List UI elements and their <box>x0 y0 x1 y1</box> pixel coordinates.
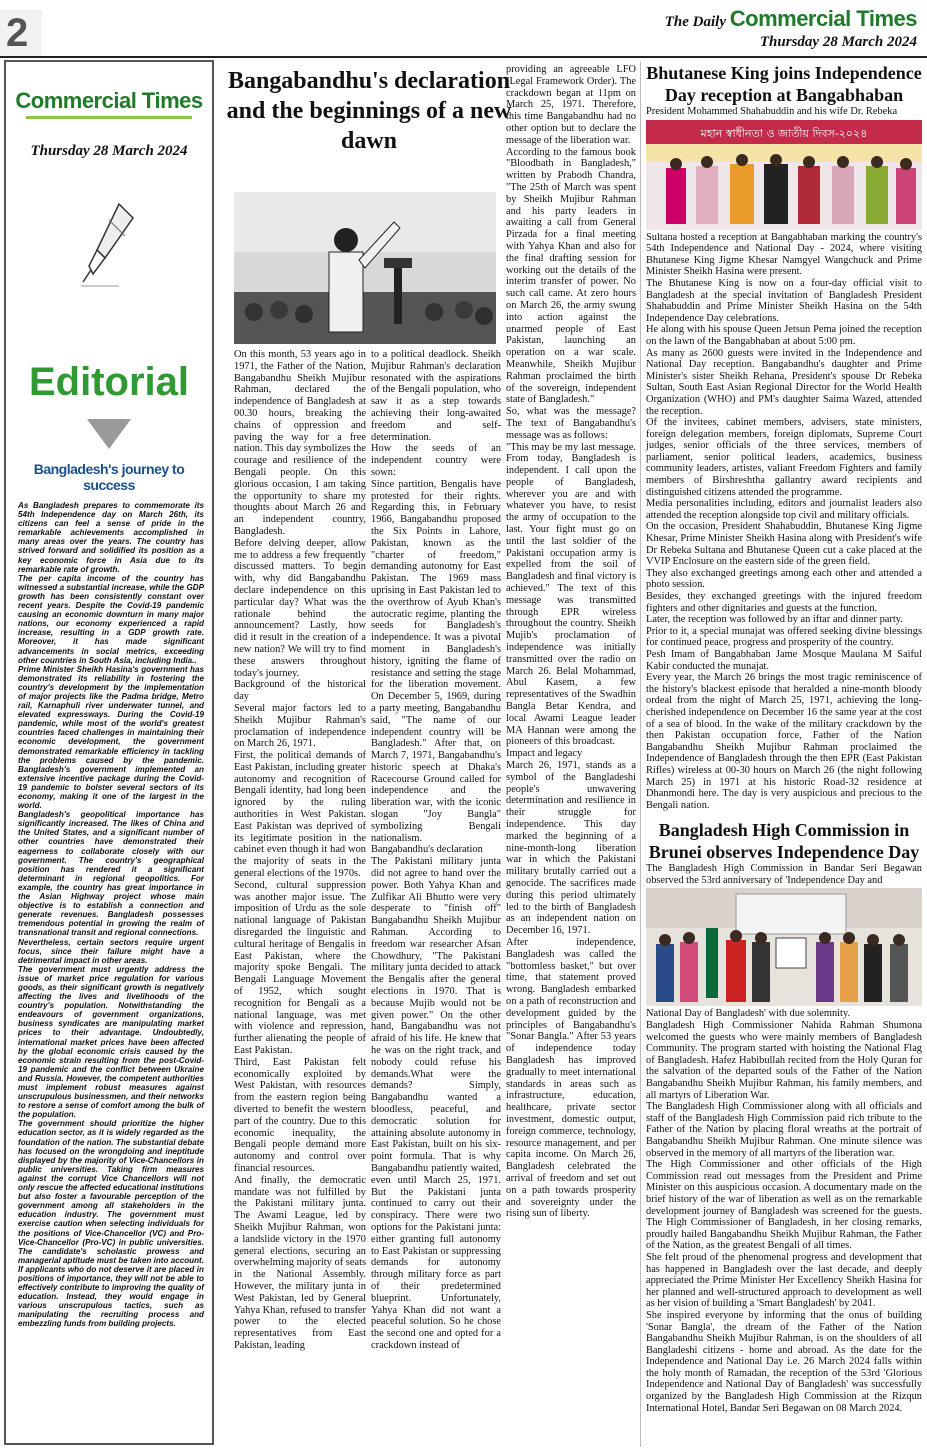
article-paragraph: March 26, 1971, stands as a symbol of the Bangladeshi people's unwavering determination and resilience in their struggle for independence. This day marked the beginning of a nine-month-long liberation war in which the Pakistani military brutally carried out a genocide. The sacrifices made during this period ultimately led to the birth of Bangladesh as an independent nation on December 16, 1971. <box>506 760 636 937</box>
article-subheading: Impact and legacy <box>506 748 583 760</box>
article-paragraph: "This may be my last message. From today, Bangladesh is independent. I call upon the people of Bangladesh, wherever you are and with whatever you have, to resist the army of occupation to the last. Your fight must go on until the last soldier of the Pakistani occupation army is expelled from the soil of Bangladesh and final victory is achieved." The text of this message was transmitted through EPR wireless throughout the country. Sheikh Mujib's proclamation of independence was initially transmitted over the radio on March 26. Belal Mohammad, Abul Kasem, a few representatives of the Swadhin Bangla Betar Kendra, and local Awami League leader MA Hannan were among the pioneers of this broadcast. <box>506 441 636 748</box>
bhutan-king-headline: Bhutanese King joins Independence Day reception at Bangabhaban <box>646 63 922 105</box>
article-paragraph: She inspired everyone by informing that the onus of building 'Sonar Bangla', the dream of the Father of the Nation Bangabandhu Sheikh Mujibur Rahman, is on the shoulders of all Bangladeshi citizens - home and abroad. As the date for the Independence and National Day i.e. 26 March 2024 falls within the holy month of Ramadan, the reception of the 53rd 'Glorious Independence and National Day of Bangladesh' was successfully organized by the Bangladesh High Commission at the Rizqun International Hotel, Bandar Seri Begawan on 08 March 2024. <box>646 1309 922 1414</box>
section-label: Editorial <box>28 360 190 404</box>
main-headline <box>224 66 514 156</box>
article-paragraph: Since partition, Bengalis have protested for their rights. Regarding this, in February 1966, Bangabandhu proposed the Six Points in Lahore, Pakistan, known as the "charter of freedom," demanding autonomy for East Pakistan. The 1969 mass uprising in East Pakistan led to the overthrow of Ayub Khan's autocratic regime, planting the seeds for Bangladesh's independence. It was a pivotal moment in Bangladesh's history, igniting the flame of resistance and setting the stage for the liberation movement. On December 5, 1969, during a party meeting, Bangabandhu said, "The name of our independent country will be Bangladesh." After that, on March 7, 1971, Bangabandhu's historic speech at Dhaka's Racecourse Ground called for independence and the liberation war, with the iconic slogan "Joy Bangla" symbolizing Bengali nationalism. <box>371 478 501 844</box>
bangabhaban-reception-photo <box>646 120 922 230</box>
article-paragraph: And finally, the democratic mandate was not fulfilled by the Pakistani military junta. The Awami League, led by Sheikh Mujibur Rahman, won a landslide victory in the 1970 general elections, securing an overwhelming majority of seats in the National Assembly. However, the military junta in West Pakistan, led by General Yahya Khan, refused to transfer power to the elected representatives from East Pakistan, leading <box>234 1174 366 1351</box>
article-paragraph: She felt proud of the phenomenal progress and development that has happened in Bangladesh over the last decade, and deeply appreciated the Prime Minister Her Excellency Sheikh Hasina for her planned and well-structured approach to development as well as her vision of building a 'Smart Bangladesh' by 2041. <box>646 1251 922 1310</box>
editorial-paragraph: Prime Minister Sheikh Hasina's government has demonstrated its reliability in fostering the country's development by the implementation of major projects like the Padma bridge, Metro rail, Karnaphuli river underwater tunnel, and elevated expressways. During the Covid-19 pandemic, while most of the world's greatest countries faced challenges in maintaining their economic development, the government demonstrated remarkable efficiency in tackling the problems caused by the pandemic. Bangladesh's government implemented an extensive incentive package during the Covid-19 pandemic to bolster several sectors of its economy, making it one of the largest in the world. <box>18 664 204 811</box>
article-paragraph: According to the famous book "Bloodbath in Bangladesh," written by Prabodh Chandra, "The 25th of March was spent by Sheikh Mujibur Rahman and his party leaders in awaiting a call from General Pirzada for a final meeting with Yahya Khan and also for the final drafting session for working out the details of the interim transfer of power. No such call came. At zero hours on March 26, the army swung into action against the unarmed people of East Pakistan, launching an operation on a war scale. Meanwhile, Sheikh Mujibur Rahman proclaimed the birth of the sovereign, independent state of Bangladesh." <box>506 146 636 406</box>
main-article <box>224 62 640 1447</box>
header-rule <box>0 56 927 58</box>
article-paragraph: Before delving deeper, allow me to address a few frequently discussed matters. To begin with, why did Bangabandhu declare independence on this particular day? What was the rationale behind the announcement? Lastly, how did it result in the creation of a new nation? We will try to find these answers throughout today's journey. <box>234 537 366 679</box>
article-paragraph: Every year, the March 26 brings the most tragic reminiscence of the history's blackest episode that heralded a nine-month bloody ordeal from the night of March 25, 1971, achieving the long-cherished independence on December 16 the same year at the cost of a sea of blood. In the wake of the military crackdown by the then Pakistan occupation force, Father of the Nation Bangabandhu Sheikh Mujibur Rahman proclaimed the Independence of Bangladesh through the then EPR (East Pakistan Rifles) wireless at 00-30 hours on March 26 (the night following March 25) in 1971 at his historic Road-32 residence at Dhanmondi here. The day is very auspicious and precious to the Bengali nation. <box>646 672 922 811</box>
sidebar-date: Thursday 28 March 2024 <box>30 143 188 159</box>
article-paragraph: Several major factors led to Sheikh Mujibur Rahman's proclamation of independence on March 26, 1971. <box>234 702 366 750</box>
article-paragraph: Besides, they exchanged greetings with the injured freedom fighters and other dignitaries and guests at the function. <box>646 591 922 614</box>
article-subheading: How the seeds of an independent country were sown: <box>371 443 501 478</box>
masthead <box>665 6 917 51</box>
down-triangle-icon <box>87 419 131 449</box>
article-paragraph: Third, East Pakistan felt economically exploited by West Pakistan, with resources from the eastern region being diverted to benefit the western part of the country. Due to this economic inequality, the Bengali people demand more autonomy and control over financial resources. <box>234 1056 366 1174</box>
column-divider <box>640 62 641 1447</box>
editorial-body <box>6 501 212 1329</box>
editorial-paragraph: The government should prioritize the higher education sector, as it is widely regarded as the foundation of the nation. The substantial debate has focused on the wrongdoing and ineptitude displayed by the majority of Vice-Chancellors in public universities. Taking firm measures against the corrupt Vice Chancellors will not only rescue the affected educational institutions but also foster a favourable perception of the government among all stakeholders in the education industry. The government must exercise caution when selecting individuals for the positions of Vice-Chancellor (VC) and Pro-Vice-Chancellor (Pro-VC) in public universities. The candidate's scholastic prowess and managerial aptitude must be taken into account. If applicants who do not deserve it are placed in positions of importance, they will not be able to effectively contribute to improving the quality of education. Instead, they would engage in various unscrupulous tactics, such as manipulating the recruiting process and embezzling funds from building projects. <box>18 1119 204 1329</box>
bhutan-king-lead: President Mohammed Shahabuddin and his wife Dr. Rebeka <box>646 106 898 117</box>
editorial-paragraph: The per capita income of the country has witnessed a substantial increase, while the GDP growth has been consistently constant over recent years. Despite the Covid-19 pandemic causing an economic downturn in many major nations, our economy experienced a rapid increase, resulting in a GDP growth rate. Moreover, it has made significant advancements in social metrics, exceeding other countries in South Asia, including India.. <box>18 573 204 665</box>
article-paragraph: After independence, Bangladesh was called the "bottomless basket," but over time, that statement proved wrong. Bangladesh embarked on a path of reconstruction and development guided by the principles of Bangabandhu's "Sonar Bangla." After 53 years of independence today Bangladesh has improved gradually to meet international standards in areas such as infrastructure, education, healthcare, private sector investment, domestic output, foreign commerce, technology, resource management, and per capita income. On March 26, Bangladesh celebrated the arrival of freedom and set out on a path towards prosperity and sovereignty under the rising sun of liberty. <box>506 936 636 1220</box>
article-paragraph: Of the invitees, cabinet members, advisers, state ministers, foreign delegation members, foreign diplomats, Supreme Court judges, senior officials of the three services, members of parliament, senior political leaders, academics, business community leaders, artistes, valiant Freedom Fighters and family members of Birshreshtha gallantry award recipients and distinguished citizens attended the programme. <box>646 417 922 498</box>
article-column-3 <box>506 64 636 1220</box>
masthead-brand-name: Commercial Times <box>729 6 917 31</box>
bhutan-king-body <box>646 232 922 812</box>
page-number-box <box>0 10 42 56</box>
article-paragraph: to a political deadlock. Sheikh Mujibur Rahman's declaration resonated with the aspirations of the Bengali population, who saw it as a step towards achieving their long-awaited freedom and self-determination. <box>371 349 501 443</box>
article-paragraph: National Day of Bangladesh' with due solemnity. <box>646 1008 851 1020</box>
article-paragraph: Pesh Imam of Bangabhaban Jame Mosque Maulana M Saiful Kabir conducted the munajat. <box>646 648 922 672</box>
brunei-commission-photo <box>646 888 922 1006</box>
article-paragraph: Later, the reception was followed by an iftar and dinner party. <box>646 614 903 626</box>
article-paragraph: On the occasion, President Shahabuddin, Bhutanese King Jigme Khesar, Prime Minister Sheikh Hasina along with President's wife Dr Rebeka Sultana and Bhutanese Queen cut a cake placed at the VVIP Enclosure on the eastern side of the green field. <box>646 521 922 568</box>
article-subheading: Background of the historical day <box>234 679 366 703</box>
fountain-pen-icon <box>79 200 139 300</box>
article-paragraph: The Pakistani military junta did not agree to hand over the power. Both Yahya Khan and Zulfikar Ali Bhutto were very desperate to "finish off" Bangabandhu Sheikh Mujibur Rahman. According to freedom war researcher Afsan Chowdhury, "The Pakistani military junta decided to attack the Bengalis after the general elections in 1970. That is because Mujib would not be given power." On the other hand, Bangabandhu was not afraid of his life. He knew that he was on the right track, and nobody could refuse his demands.What were the demands? Simply, Bangabandhu wanted a bloodless, peaceful, and democratic solution for attaining absolute autonomy in East Pakistan, built on his six-point formula. That is why Bangabandhu patiently waited, even until March 25, 1971. But the Pakistani junta continued to carry out their conspiracy. There were two options for the Pakistani junta: either granting full autonomy to East Pakistan or suppressing demands for autonomy through military force as part of their predetermined blueprint. Unfortunately, Yahya Khan did not want a peaceful solution. So he chose the second one and opted for a crackdown instead of <box>371 856 501 1351</box>
article-paragraph: Bangladesh High Commissioner Nahida Rahman Shumona welcomed the guests who were mainly members of Bangladesh Community. The program started with hoisting the National Flag of Bangladesh. Hafez Habibullah recited from the Holy Quran for the salvation of the departed souls of the Father of the Nation Bangabandhu Sheikh Mujibur Rahman, his family members, and all martyrs of Liberation War. <box>646 1020 922 1101</box>
editorial-title: Bangladesh's journey to success <box>33 461 185 493</box>
brunei-headline: Bangladesh High Commission in Brunei observes Independence Day <box>648 820 920 863</box>
article-paragraph: The High Commissioner and other officials of the High Commission read out messages from the President and Prime Minister on this auspicious occasion. A documentary made on the brief history of the war of liberation as well as on the remarkable development journey of Bangladesh was screened for the guests. The High Commissioner of Bangladesh, in her closing remarks, proudly hailed Bangabandhu Sheikh Mujibur Rahman, the Father of the Nation, as the greatest Bengali of all times. <box>646 1159 922 1252</box>
article-paragraph: So, what was the message? The text of Bangabandhu's message was as follows: <box>506 406 636 441</box>
article-paragraph: Prior to it, a special munajat was offered seeking divine blessings for continued peace, progress and prosperity of the country. <box>646 625 922 649</box>
main-headline-text: Bangabandhu's declaration and the beginnings of a new dawn <box>226 68 512 154</box>
bangabandhu-speech-photo <box>234 192 496 344</box>
masthead-date: Thursday 28 March 2024 <box>759 34 917 50</box>
editorial-paragraph: Nevertheless, certain sectors require urgent focus, since their failure might have a detrimental impact in other areas. <box>18 937 204 965</box>
article-paragraph: The Bangladesh High Commissioner along with all officials and staff of the Bangladesh High Commission paid rich tribute to the Father of the Nation by placing floral wreaths at the portrait of Bangabandhu Sheikh Mujibur Rahman. One minute silence was observed in the memory of all martyrs of the liberation war. <box>646 1101 922 1159</box>
article-paragraph: As many as 2600 guests were invited in the Independence and National Day reception. Bangabandhu's daughter and Prime Minister's sister Sheikh Rehana, President's spouse Dr Rebeka Sultan, South East Asian Regional Director for the World Health Organization (WHO) and PM's daughter Saima Wazed, attended the reception. <box>646 347 922 417</box>
article-paragraph: providing an agreeable LFO (Legal Framework Order). The crackdown began at 11pm on March 25, 1971. Therefore, this time Bangabandhu had no other option but to declare the message of the liberation war. <box>506 64 636 146</box>
article-column-1 <box>234 349 366 1352</box>
sidebar-brand-underline <box>26 116 192 119</box>
article-paragraph: They also exchanged greetings among each other and attended a photo session. <box>646 567 922 591</box>
article-paragraph: He along with his spouse Queen Jetsun Pema joined the reception on the lawn of the Bangabhaban at about 5:00 pm. <box>646 324 922 347</box>
article-subheading: Bangabandhu's declaration <box>371 844 483 856</box>
article-paragraph: Media personalities including, editors and journalist leaders also attended the reception alongside top civil and military officials. <box>646 498 922 521</box>
editorial-paragraph: As Bangladesh prepares to commemorate its 54th Independence day on March 26th, its citizens can feel a sense of pride in the remarkable achievements accomplished in many areas over the years. The country has strived forward and solidified its position as a key economic force in Asia due to its remarkable rate of growth. <box>18 501 204 574</box>
editorial-paragraph: The government must urgently address the issue of market price regulation for various goods, as their significant growth is negatively affecting the lives and livelihoods of the country's population. Notwithstanding the endeavours of government organizations, business syndicates are manipulating market prices to their advantage. Undoubtedly, international market prices have been affected by the global economic crisis caused by the economic strain resulting from the post-Covid-19 pandemic and the conflict between Ukraine and Russia. However, the competent authorities must implement robust measures against unscrupulous businessmen, and their networks to restore a sense of comfort among the bulk of the population. <box>18 964 204 1120</box>
brunei-lead: The Bangladesh High Commission in Bandar Seri Begawan observed the 53rd anniversary of 'Independence Day and <box>646 863 922 886</box>
right-column <box>646 62 922 1414</box>
reception-banner-text: মহান স্বাধীনতা ও জাতীয় দিবস-২০২৪ <box>700 126 868 140</box>
article-column-2 <box>371 349 501 1352</box>
masthead-brand-prefix: The Daily <box>664 14 726 30</box>
brunei-body <box>646 1008 922 1414</box>
masthead-brand <box>665 6 917 32</box>
editorial-sidebar <box>4 60 214 1445</box>
sidebar-brand: Commercial Times <box>15 88 203 113</box>
editorial-paragraph: Bangladesh's geopolitical importance has significantly increased. The likes of China and the United States, and a significant number of other countries have demonstrated their eagerness to collaborate closely with our government. The country's geographical position has rendered it a significant determinant in regional geopolitics. For example, the country has great importance in the Asian Highway project whose main objective is to establish a connection and generate revenues. Bangladesh possesses tremendous potential in growing the realm of transnational transit and regional connections. <box>18 810 204 938</box>
page-number: 2 <box>6 11 29 55</box>
article-paragraph: The Bhutanese King is now on a four-day official visit to Bangladesh at the special invitation of Bangladesh President Shahabuddin and Prime Minister Sheikh Hasina on the 54th Independence Day celebrations. <box>646 277 922 324</box>
article-paragraph: On this month, 53 years ago in 1971, the Father of the Nation, Bangabandhu Sheikh Mujibur Rahman, declared the independence of Bangladesh at 00.30 hours, breaking the chains of oppression and paving the way for a free nation. This day symbolizes the courage and resilience of the Bengali people. On this glorious occasion, I am taking the opportunity to share my thoughts about March 26 and an independent country, Bangladesh. <box>234 349 366 537</box>
article-paragraph: Second, cultural suppression was another major issue. The imposition of Urdu as the sole national language of Pakistan disregarded the linguistic and cultural heritage of Bengalis in East Pakistan, where the majority spoke Bengali. The Bengali Language Movement of 1952, which sought recognition for Bengali as a national language, was met with violence and repression, further alienating the people of East Pakistan. <box>234 879 366 1057</box>
article-paragraph: Sultana hosted a reception at Bangabhaban marking the country's 54th Independence and National Day - 2024, where visiting Bhutanese King Jigme Khesar Namgyel Wangchuck and Prime Minister Sheikh Hasina were present. <box>646 231 922 278</box>
article-paragraph: First, the political demands of East Pakistan, including greater autonomy and recognition of Bengali identity, had long been ignored by the ruling authorities in West Pakistan. East Pakistan was deprived of its legitimate position in the cabinet even though it had won the majority of seats in the general elections of the 1970s. <box>234 750 366 880</box>
